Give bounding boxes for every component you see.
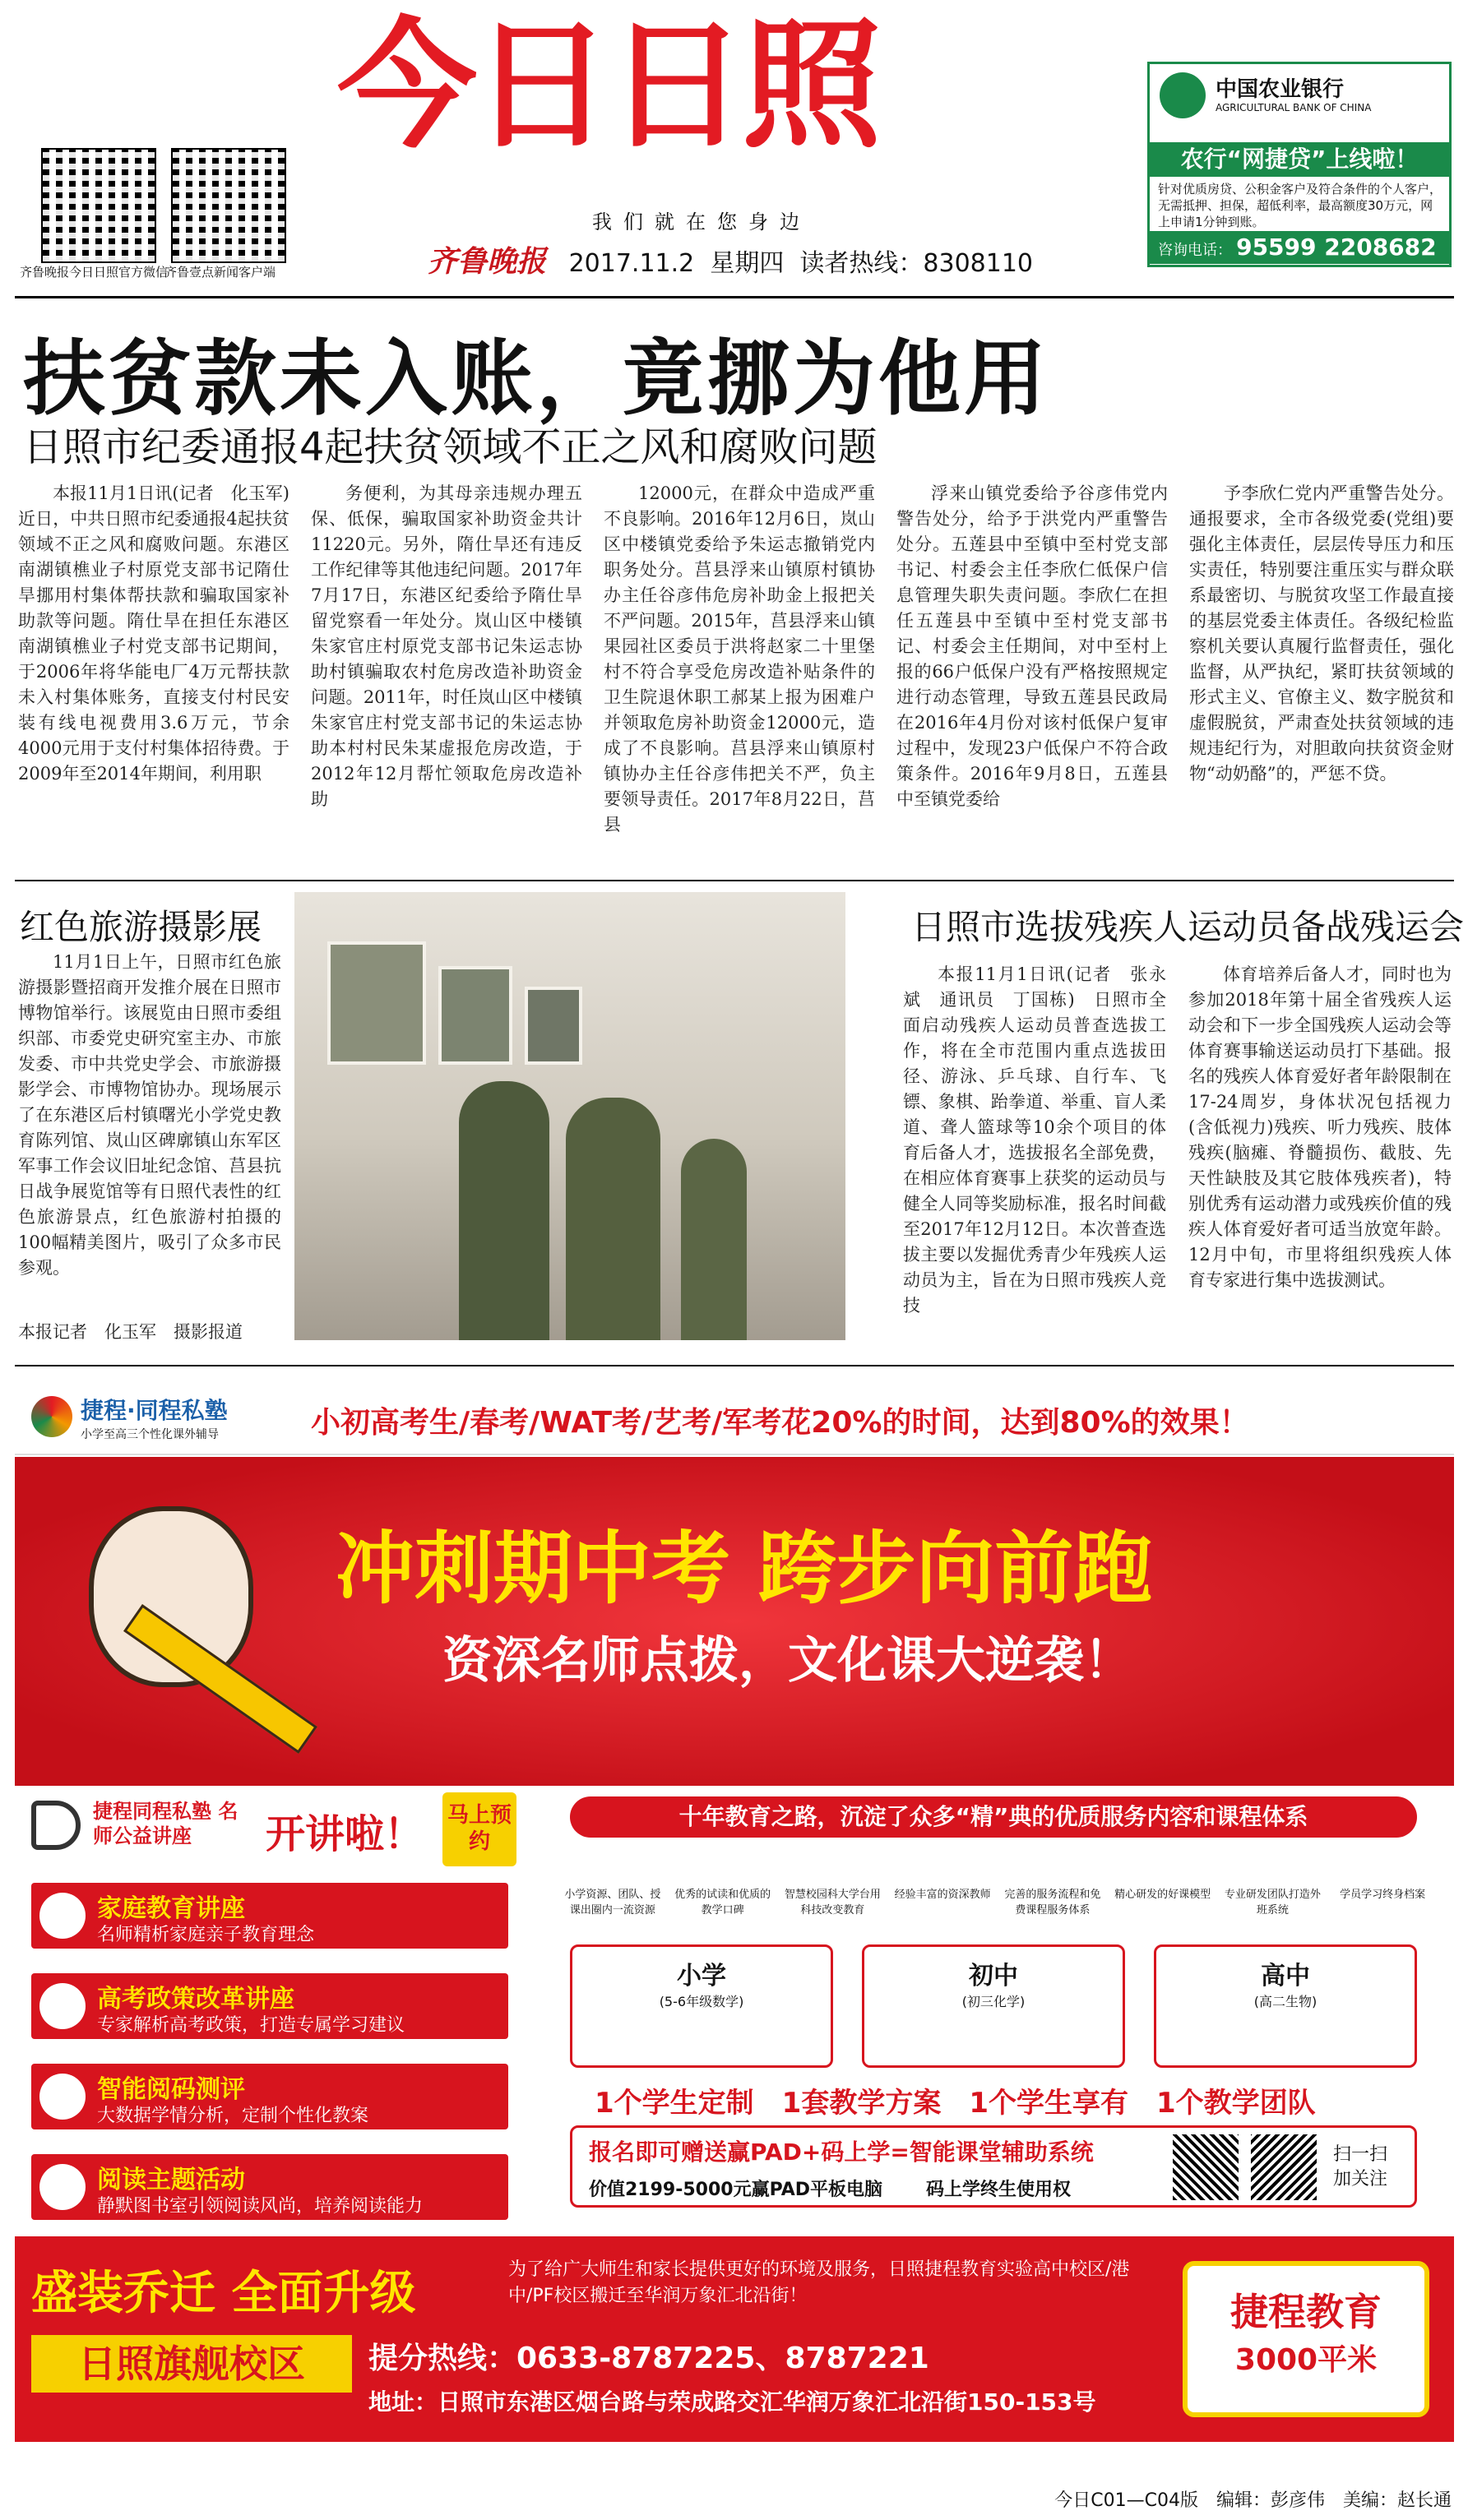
bank-promo: 农行“网捷贷”上线啦！	[1150, 142, 1449, 177]
service-row	[562, 1854, 1433, 1928]
lecture-item-desc: 专家解析高考政策，打造专属学习建议	[97, 2015, 405, 2036]
qr-code-1	[41, 148, 156, 263]
lecture-item-title: 智能阅码测评	[97, 2075, 245, 2104]
bank-phone: 95599 2208682	[1236, 234, 1437, 261]
megaphone-icon	[31, 1801, 81, 1850]
bank-name-en: AGRICULTURAL BANK OF CHINA	[1216, 102, 1372, 113]
lecture-item-desc: 静默图书室引领阅读风尚，培养阅读能力	[97, 2196, 424, 2217]
visitor-figure	[681, 1139, 747, 1340]
lecture-item-title: 家庭教育讲座	[97, 1894, 245, 1923]
section-divider	[15, 880, 1454, 881]
story3-column-1	[903, 962, 1166, 1332]
bank-logo-icon	[1160, 72, 1206, 118]
service-item: 智慧校园科大学台用科技改变教育	[784, 1889, 881, 1917]
ad-bottom-band	[15, 2236, 1454, 2442]
lecture-item-title: 高考政策改革讲座	[97, 1985, 294, 2014]
grade-card	[570, 1944, 833, 2068]
service-item: 精心研发的好课模型	[1114, 1889, 1211, 1901]
policy-icon	[39, 1983, 86, 2029]
story3-column-2	[1188, 962, 1452, 1332]
lecture-item	[31, 2064, 508, 2129]
dateline	[428, 238, 1033, 280]
masthead-title: 今日日照	[337, 5, 878, 168]
lead-column-4	[896, 481, 1168, 863]
lead-column-text: 12000元，在群众中造成严重不良影响。2016年12月6日，岚山区中楼镇党委给予朱运志撤销党内职务处分。莒县浮来山镇原村镇协办主任谷彦伟危房补助金上报把关不严问题。2015年，莒县浮来山镇果园社区委员于洪将赵家二十里堡村不符合享受危房改造补贴条件的卫生院退休职工郝某上报为困难户并领取危房补助资金12000元，造成了不良影响。莒县浮来山镇原村镇协办主任谷彦伟把关不严，负主要领导责任。2017年8月22日，莒县	[604, 483, 875, 835]
ad-top-line: 小初高考生/春考/WAT考/艺考/军考花20%的时间，达到80%的效果！	[311, 1406, 1249, 1440]
ad-logo-icon	[31, 1396, 72, 1437]
grade-name: 小学	[677, 1962, 726, 1991]
lecture-title: 捷程同程私塾 名师公益讲座	[93, 1800, 238, 1847]
ad-divider	[15, 1365, 1454, 1366]
service-item: 学员学习终身档案	[1340, 1889, 1426, 1901]
bottom-title: 盛装乔迁 全面升级	[31, 2267, 416, 2320]
gift-title: 报名即可赠送赢PAD+码上学=智能课堂辅助系统	[589, 2139, 1094, 2166]
gift-box	[570, 2125, 1417, 2208]
ad-logo: 捷程·同程私塾	[81, 1397, 228, 1424]
lecture-item-title: 阅读主题活动	[97, 2166, 245, 2194]
exhibition-photo	[294, 892, 845, 1340]
lecture-item	[31, 2154, 508, 2220]
lecture-item	[31, 1883, 508, 1949]
story2-text: 11月1日上午，日照市红色旅游摄影暨招商开发推介展在日照市博物馆举行。该展览由日照市委组织部、市委党史研究室主办、市旅发委、市中共党史学会、市旅游摄影学会、市博物馆协办。现场展示了在东港区后村镇曙光小学党史教育陈列馆、岚山区碑廓镇山东军区军事工作会议旧址纪念馆、莒县抗日战争展览馆等有日照代表性的红色旅游景点，红色旅游村拍摄的100幅精美图片，吸引了众多市民参观。	[18, 952, 281, 1278]
hotline: 读者热线：8308110	[799, 249, 1034, 278]
bank-phone-label: 咨询电话：	[1158, 242, 1232, 259]
lead-column-text: 予李欣仁党内严重警告处分。通报要求，全市各级党委(党组)要强化主体责任，层层传导压力和压实责任，特别要注重压实与群众联系最密切、与脱贫攻坚工作最直接的基层党委主体责任。各级纪检监察机关要认真履行监督责任，强化监督，从严执纪，紧盯扶贫领域的形式主义、官僚主义、数字脱贫和虚假脱贫，严肃查处扶贫领域的违规违纪行为，对胆敢向扶贫资金财物“动奶酪”的，严惩不贷。	[1189, 483, 1454, 784]
lead-column-2	[311, 481, 582, 863]
book-now-button[interactable]: 马上预约	[442, 1792, 516, 1866]
gift-item-2: 码上学终生使用权	[926, 2180, 1072, 2200]
lead-headline: 扶贫款未入账，竟挪为他用	[23, 331, 1049, 427]
badge-title: 捷程教育	[1230, 2290, 1382, 2334]
page-footer: 今日C01—C04版 编辑：彭彦伟 美编：赵长通	[1054, 2490, 1452, 2511]
ad-qr-code	[1251, 2134, 1317, 2200]
address-line: 地址：日照市东港区烟台路与荣成路交汇华润万象汇北沿街150-153号	[368, 2388, 1096, 2416]
qr-code-2	[171, 148, 286, 263]
lead-column-1	[18, 481, 307, 863]
service-item: 完善的服务流程和免费课程服务体系	[1004, 1889, 1101, 1917]
bottom-desc: 为了给广大师生和家长提供更好的环境及服务，日照捷程教育实验高中校区/港中/PF校区搬迁至华润万象汇北沿街！	[508, 2259, 1130, 2306]
grade-name: 高中	[1261, 1962, 1310, 1991]
grade-sub: (初三化学)	[961, 1994, 1026, 2009]
photo-frame	[327, 941, 426, 1065]
bank-phone-row	[1150, 231, 1449, 264]
date: 2017.11.2	[568, 249, 695, 278]
assessment-icon	[39, 2074, 86, 2120]
phone-line[interactable]: 提分热线：0633-8787225、8787221	[368, 2342, 929, 2375]
bank-ad	[1147, 62, 1452, 267]
ad-main-sub: 资深名师点拨，文化课大逆袭！	[442, 1632, 1133, 1690]
kaijiang-label: 开讲啦！	[266, 1811, 424, 1857]
story2-byline: 本报记者 化玉军 摄影报道	[18, 1322, 243, 1342]
photo-frame	[438, 966, 512, 1065]
four-one-slogan: 1个学生定制 1套教学方案 1个学生享有 1个教学团队	[595, 2087, 1316, 2120]
gift-item-1: 价值2199-5000元赢PAD平板电脑	[589, 2180, 882, 2200]
masthead-divider	[15, 296, 1454, 298]
ad-qr-code	[1173, 2134, 1239, 2200]
lead-column-text: 务便利，为其母亲违规办理五保、低保，骗取国家补助资金共计11220元。另外，隋仕旱还有违反工作纪律等其他违纪问题。2017年7月17日，东港区纪委给予隋仕旱留党察看一年处分。岚山区中楼镇朱家官庄村原党支部书记朱运志协助村镇骗取农村危房改造补助资金问题。2011年，时任岚山区中楼镇朱家官庄村党支部书记的朱运志协助本村村民朱某虚报危房改造，于2012年12月帮忙领取危房改造补助	[311, 483, 582, 809]
qr-caption-2: 齐鲁壹点新闻客户端	[164, 265, 276, 280]
visitor-figure	[459, 1081, 549, 1340]
grade-name: 初中	[969, 1962, 1018, 1991]
service-item: 经验丰富的资深教师	[894, 1889, 991, 1901]
bank-name: 中国农业银行	[1216, 77, 1345, 102]
qr-caption-1: 齐鲁晚报今日日照官方微信	[20, 265, 169, 280]
brand-name: 齐鲁晚报	[428, 245, 547, 279]
scan-label: 扫一扫 加关注	[1333, 2144, 1388, 2189]
weekday: 星期四	[710, 249, 785, 278]
lecture-item-desc: 名师精析家庭亲子教育理念	[97, 1925, 315, 1945]
story3-text: 本报11月1日讯(记者 张永斌 通讯员 丁国栋) 日照市全面启动残疾人运动员普查选拔工作，将在全市范围内重点选拔田径、游泳、乒乓球、自行车、飞镖、象棋、跆拳道、举重、盲人柔道、聋人篮球等10余个项目的体育后备人才，选拔报名全部免费，在相应体育赛事上获奖的运动员与健全人同等奖励标准，报名时间截至2017年12月12日。本次普查选拔主要以发掘优秀青少年残疾人运动员为主，旨在为日照市残疾人竞技	[903, 964, 1166, 1315]
ad-main-title: 冲刺期中考 跨步向前跑	[336, 1523, 1153, 1615]
service-item: 优秀的试读和优质的教学口碑	[674, 1889, 771, 1917]
service-item: 专业研发团队打造外班系统	[1224, 1889, 1321, 1917]
ten-years-banner: 十年教育之路，沉淀了众多“精”典的优质服务内容和课程体系	[570, 1796, 1417, 1838]
service-item: 小学资源、团队、授课出圈内一流资源	[564, 1889, 661, 1917]
lead-column-5	[1189, 481, 1454, 863]
story3-title: 日照市选拔残疾人运动员备战残运会	[911, 907, 1465, 947]
service-panel	[545, 1796, 1442, 2208]
grade-sub: (5-6年级数学)	[659, 1994, 744, 2009]
photo-frame	[525, 987, 582, 1065]
grade-card	[862, 1944, 1125, 2068]
brand-badge	[1183, 2261, 1429, 2417]
lecture-item	[31, 1973, 508, 2039]
campus-name: 日照旗舰校区	[31, 2335, 352, 2393]
bank-desc: 针对优质房贷、公积金客户及符合条件的个人客户，无需抵押、担保，超低利率，最高额度30万元，网上申请1分钟到账。	[1158, 182, 1443, 229]
badge-area: 3000平米	[1234, 2343, 1378, 2377]
lecture-panel	[31, 1792, 525, 2220]
lead-column-3	[604, 481, 875, 863]
story2-title: 红色旅游摄影展	[20, 907, 262, 947]
family-icon	[39, 1893, 86, 1939]
grade-card	[1154, 1944, 1417, 2068]
ad-hero	[15, 1457, 1454, 1786]
grade-sub: (高二生物)	[1253, 1994, 1317, 2009]
masthead-slogan: 我们就在您身边	[592, 210, 811, 234]
book-icon	[39, 2164, 86, 2210]
lecture-item-desc: 大数据学情分析，定制个性化教案	[97, 2106, 369, 2126]
story3-text: 体育培养后备人才，同时也为参加2018年第十届全省残疾人运动会和下一步全国残疾人运动会等体育赛事输送运动员打下基础。报名的残疾人体育爱好者年龄限制在17-24周岁，身体状况包括视力(含低视力)残疾、听力残疾、肢体残疾(脑瘫、脊髓损伤、截肢、先天性缺肢及其它肢体残疾者)，特别优秀有运动潜力或残疾价值的残疾人体育爱好者可适当放宽年龄。12月中旬，市里将组织残疾人体育专家进行集中选拔测试。	[1188, 964, 1452, 1290]
story2-body	[18, 950, 281, 1311]
lead-subhead: 日照市纪委通报4起扶贫领域不正之风和腐败问题	[23, 424, 878, 470]
ad-top-bar	[15, 1381, 1454, 1455]
education-ad	[15, 1381, 1454, 2442]
ad-logo-sub: 小学至高三个性化课外辅导	[81, 1428, 219, 1441]
lead-column-text: 本报11月1日讯(记者 化玉军) 近日，中共日照市纪委通报4起扶贫领域不正之风和腐败问题。东港区南湖镇樵业子村原党支部书记隋仕旱挪用村集体帮扶款和骗取国家补助款等问题。隋仕旱在担任东港区南湖镇樵业子村党支部书记期间，于2006年将华能电厂4万元帮扶款未入村集体账务，直接支付村民安装有线电视费用3.6万元，节余4000元用于支付村集体招待费。于2009年至2014年期间，利用职	[18, 483, 307, 784]
visitor-figure	[566, 1098, 660, 1340]
lead-column-text: 浮来山镇党委给予谷彦伟党内警告处分，给予于洪党内严重警告处分。五莲县中至镇中至村党支部书记、村委会主任李欣仁低保户信息管理失职失责问题。李欣仁在担任五莲县中至镇中至村党支部书记、村委会主任期间，对中至村上报的66户低保户没有严格按照规定进行动态管理，导致五莲县民政局在2016年4月份对该村低保户复审过程中，发现23户低保户不符合政策条件。2016年9月8日，五莲县中至镇党委给	[896, 483, 1168, 809]
